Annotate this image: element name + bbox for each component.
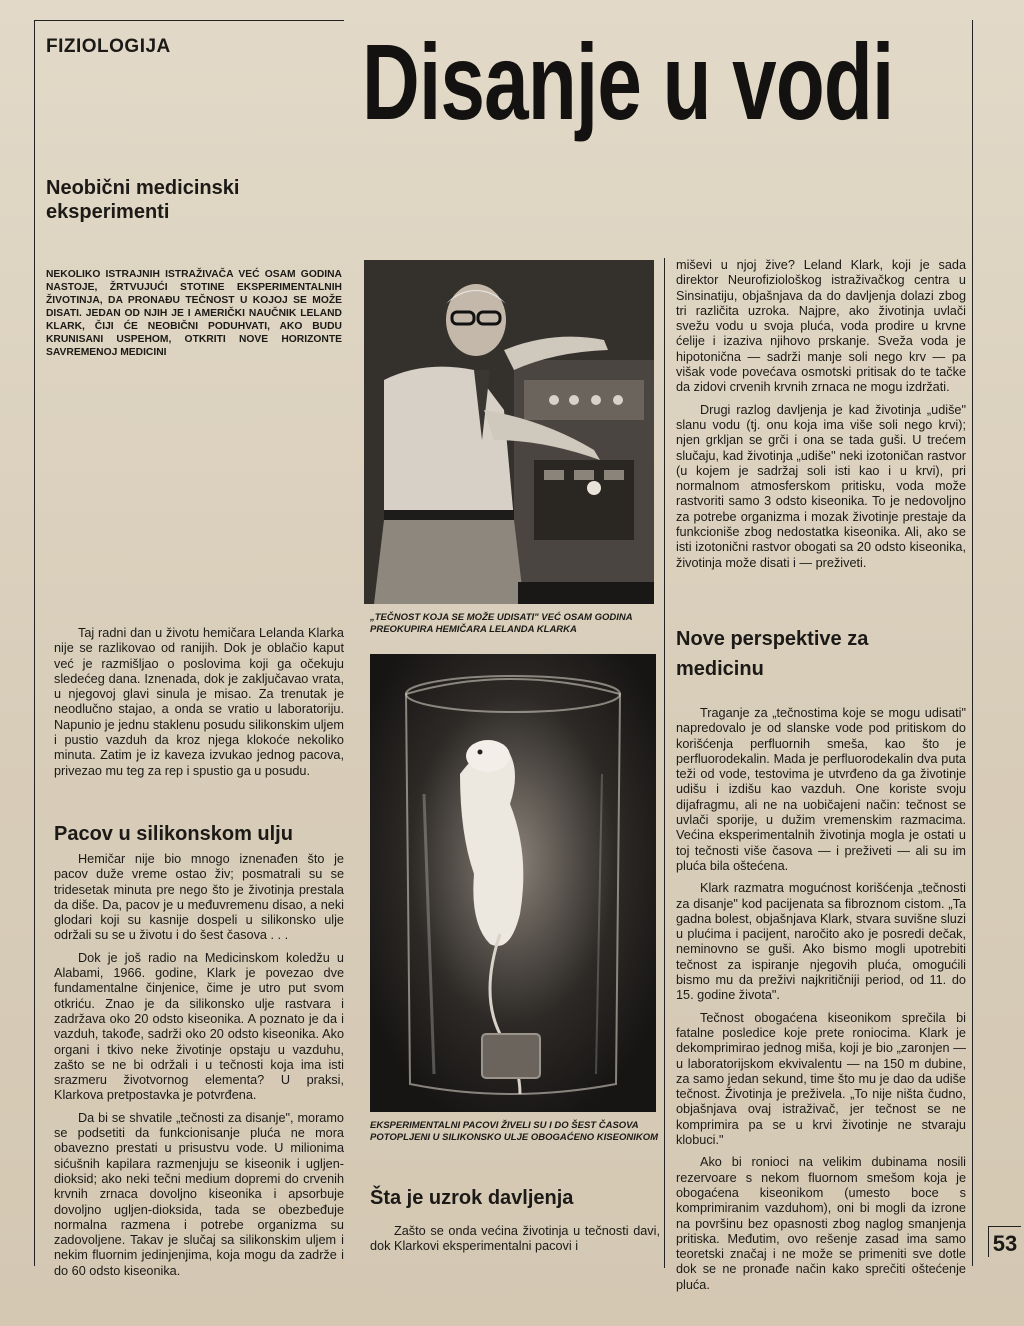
heading-sta-je-uzrok: Šta je uzrok davljenja (370, 1187, 574, 1209)
photo-scientist (364, 260, 654, 604)
photo-caption-rat: EKSPERIMENTALNI PACOVI ŽIVELI SU I DO ŠEST ČASOVA POTOPLJENI U SILIKONSKO ULJE OBOGAĆENO KISEONIKOM (370, 1120, 659, 1143)
sta-paragraph: Zašto se onda većina životinja u tečnosti davi, dok Klarkovi eksperimentalni pacovi i (370, 1224, 660, 1254)
right-paragraph: Ako bi ronioci na velikim dubinama nosili rezervoare s nekom fluornom smešom koja je obogaćena kiseonikom (umesto boce s komprimiranim vazduhom), oni bi mogli da izrone na površinu bez opasnosti zbog naglog smanjenja pritiska. Međutim, ovo rešenje zasad ima samo teoretski značaj i ne može se primeniti sve dotle dok se ne pronađe način kako sprečiti oštećenje pluća. (676, 1155, 966, 1292)
pacov-paragraph: Hemičar nije bio mnogo iznenađen što je pacov duže vreme ostao živ; posmatrali su se tridesetak minuta pre nego što je životinja prestala da diše. Da, pacov je u međuvremenu disao, a neki glodari koji su kasnije dospeli u silikonsko ulje održali su se u životu i do šest časova . . . (54, 852, 344, 943)
right-column-bottom (676, 706, 966, 1293)
photo-caption-scientist: „TEČNOST KOJA SE MOŽE UDISATI" VEĆ OSAM GODINA PREOKUPIRA HEMIČARA LELANDA KLARKA (370, 612, 633, 635)
page-title: Disanje u vodi (362, 21, 894, 142)
right-paragraph: Drugi razlog davljenja je kad životinja „udiše" slanu vodu (tj. onu koja ima više soli nego krvi); njen grkljan se grči i ona se tada guši. U trećem slučaju, kad životinja „udiše" neki izotoničan rastvor (u kojem je sadržaj soli isti kao i u krvi), pri normalnom atmosferskom pritisku, voda može rastvoriti samo 3 odsto kiseonika. To je nedovoljno za potrebe organizma i mozak životinje prestaje da funkcioniše zbog nedostatka kiseonika. Ali, ako se isti izotonični rastvor obogati sa 20 odsto kiseonika, životinja može disati i — preživeti. (676, 402, 966, 570)
right-paragraph: miševi u njoj žive? Leland Klark, koji je sada direktor Neurofiziološkog istraživačkog centra u Sinsinatiju, objašnjava da do davljenja dolazi zbog tri različita uzroka. Najpre, ako životinja uvlači svežu vodu u svoja pluća, voda prodire u krvne ćelije i izaziva njihovo prskanje. Sveža voda je hipotonična — sadrži manje soli nego krv — pa višak vode povećava osmotski pritisak do te tačke da zidovi crvenih krvnih zrnaca ne mogu izdržati. (676, 258, 966, 395)
section-label: FIZIOLOGIJA (46, 36, 171, 57)
column-rule-right (664, 258, 665, 1268)
page-number: 53 (988, 1226, 1021, 1257)
right-paragraph: Klark razmatra mogućnost korišćenja „tečnosti za disanje" kod pacijenata sa fibroznom cistom. „Ta gadna bolest, objašnjava Klark, stvara suvišne sluzi u plućima i pacijent, naročito ako je posredi dečak, neminovno se guši. Ako bismo mogli upotrebiti tečnost za ispiranje njegovih pluća, omogućili bismo mu da preživi najkritičniji period, od 11. do 15. godine života". (676, 881, 966, 1003)
intro-column (54, 626, 344, 779)
pacov-column (54, 852, 344, 1279)
intro-paragraph: Taj radni dan u životu hemičara Lelanda Klarka nije se razlikovao od ranijih. Dok je oblačio kaput već je razmišljao o poslovima koji ga očekuju sledećeg dana. Iznenada, dok je zaključavao vrata, u njegovoj glavi sinula je misao. Za trenutak je neodlučno stajao, a onda se vratio u laboratoriju. Napunio je jednu staklenu posudu silikonskim uljem i pustio vazduh da kroz njega klokoće nekoliko minuta. Zatim je iz kaveza izvukao jednog pacova, privezao mu teg za rep i spustio ga u posudu. (54, 626, 344, 778)
heading-pacov: Pacov u silikonskom ulju (54, 823, 293, 845)
pacov-paragraph: Dok je još radio na Medicinskom koledžu u Alabami, 1966. godine, Klark je povezao dve fundamentalne činjenice, čime je utro put svom otkriću. Znao je da silikonsko ulje rastvara i zadržava oko 20 odsto kiseonika. A poznato je da i vazduh, takođe, sadrži oko 20 odsto kiseonika. Ako organi i tkivo neke životinje opstaju u vazduhu, zašto se ne bi održali i u tečnosti koja ima isti srazmeru životvornog elementa? U praksi, Klarkova pretpostavka je potvrđena. (54, 950, 344, 1103)
right-column-top (676, 258, 966, 571)
right-frame-rule (972, 20, 973, 1266)
pacov-paragraph: Da bi se shvatile „tečnosti za disanje", moramo se podsetiti da funkcionisanje pluća ne mora obavezno prestati u prisustvu vode. U milionima sićušnih kapilara razmenjuju se kiseonik i ugljen-dioksid; ako neki tečni medium dopremi do crvenih krvnih zrnaca dovoljno kiseonika i apsorbuje dovoljno ugljen-dioksida, tada se obezbeđuje normalna razmena i potrebe organizma su zadovoljene. Takav je slučaj sa silikonskim uljem i nekim fluornim jedinjenjima, koja mogu da zadrže i do 60 odsto kiseonika. (54, 1110, 344, 1278)
left-frame-rule (34, 20, 35, 1266)
right-paragraph: Tečnost obogaćena kiseonikom sprečila bi fatalne posledice koje prete roniocima. Klark je dekomprimirao jednog miša, koji je bio „zaronjen — u laboratorijskom ekvivalentu — na 150 m dubine, za samo jedan sekund, time što mu je dao da udiše tečnost. Životinja je preživela. „To nije ništa čudno, objašnjava ovaj istraživač, jer tečnost se ne komprimira pa se u krvi životinje ne stvaraju klobuci." (676, 1010, 966, 1148)
scientist-illustration (364, 260, 654, 604)
heading-nove-perspektive: Nove perspektive za medicinu (676, 628, 869, 680)
right-paragraph: Traganje za „tečnostima koje se mogu udisati" napredovalo je od slanske vode pod pritiskom do korišćenja perfluornih smeša, kao što je perfluorodekalin. Mada je perfluorodekalin dva puta teži od vode, testovima je utvrđeno da ga životinje udišu i izdišu kao vazduh. One koriste svoju dijafragmu, ali ne na uobičajeni način: tečnost se uvlači sporije, u dužim vremenskim razmacima. Većina eksperimentalnih životinja mogla je ostati u toj tečnosti više časova — i preživeti — ali su im pluća bila oštećena. (676, 706, 966, 873)
sta-column (370, 1224, 660, 1255)
top-frame-rule (34, 20, 344, 21)
subheadline: Neobični medicinski eksperimenti (46, 177, 240, 223)
lede-paragraph: NEKOLIKO ISTRAJNIH ISTRAŽIVAČA VEĆ OSAM GODINA NASTOJE, ŽRTVUJUĆI STOTINE EKSPERIMENTALNIH ŽIVOTINJA, DA PRONAĐU TEČNOST U KOJOJ SE MOŽE DISATI. JEDAN OD NJIH JE I AMERIČKI NAUČNIK LELAND KLARK, ČIJI ĆE NEOBIČNI PODUHVATI, AKO BUDU KRUNISANI USPEHOM, OTKRITI NOVE HORIZONTE SAVREMENOJ MEDICINI (46, 269, 342, 358)
photo-rat-in-beaker (370, 654, 656, 1112)
rat-beaker-illustration (370, 654, 656, 1112)
